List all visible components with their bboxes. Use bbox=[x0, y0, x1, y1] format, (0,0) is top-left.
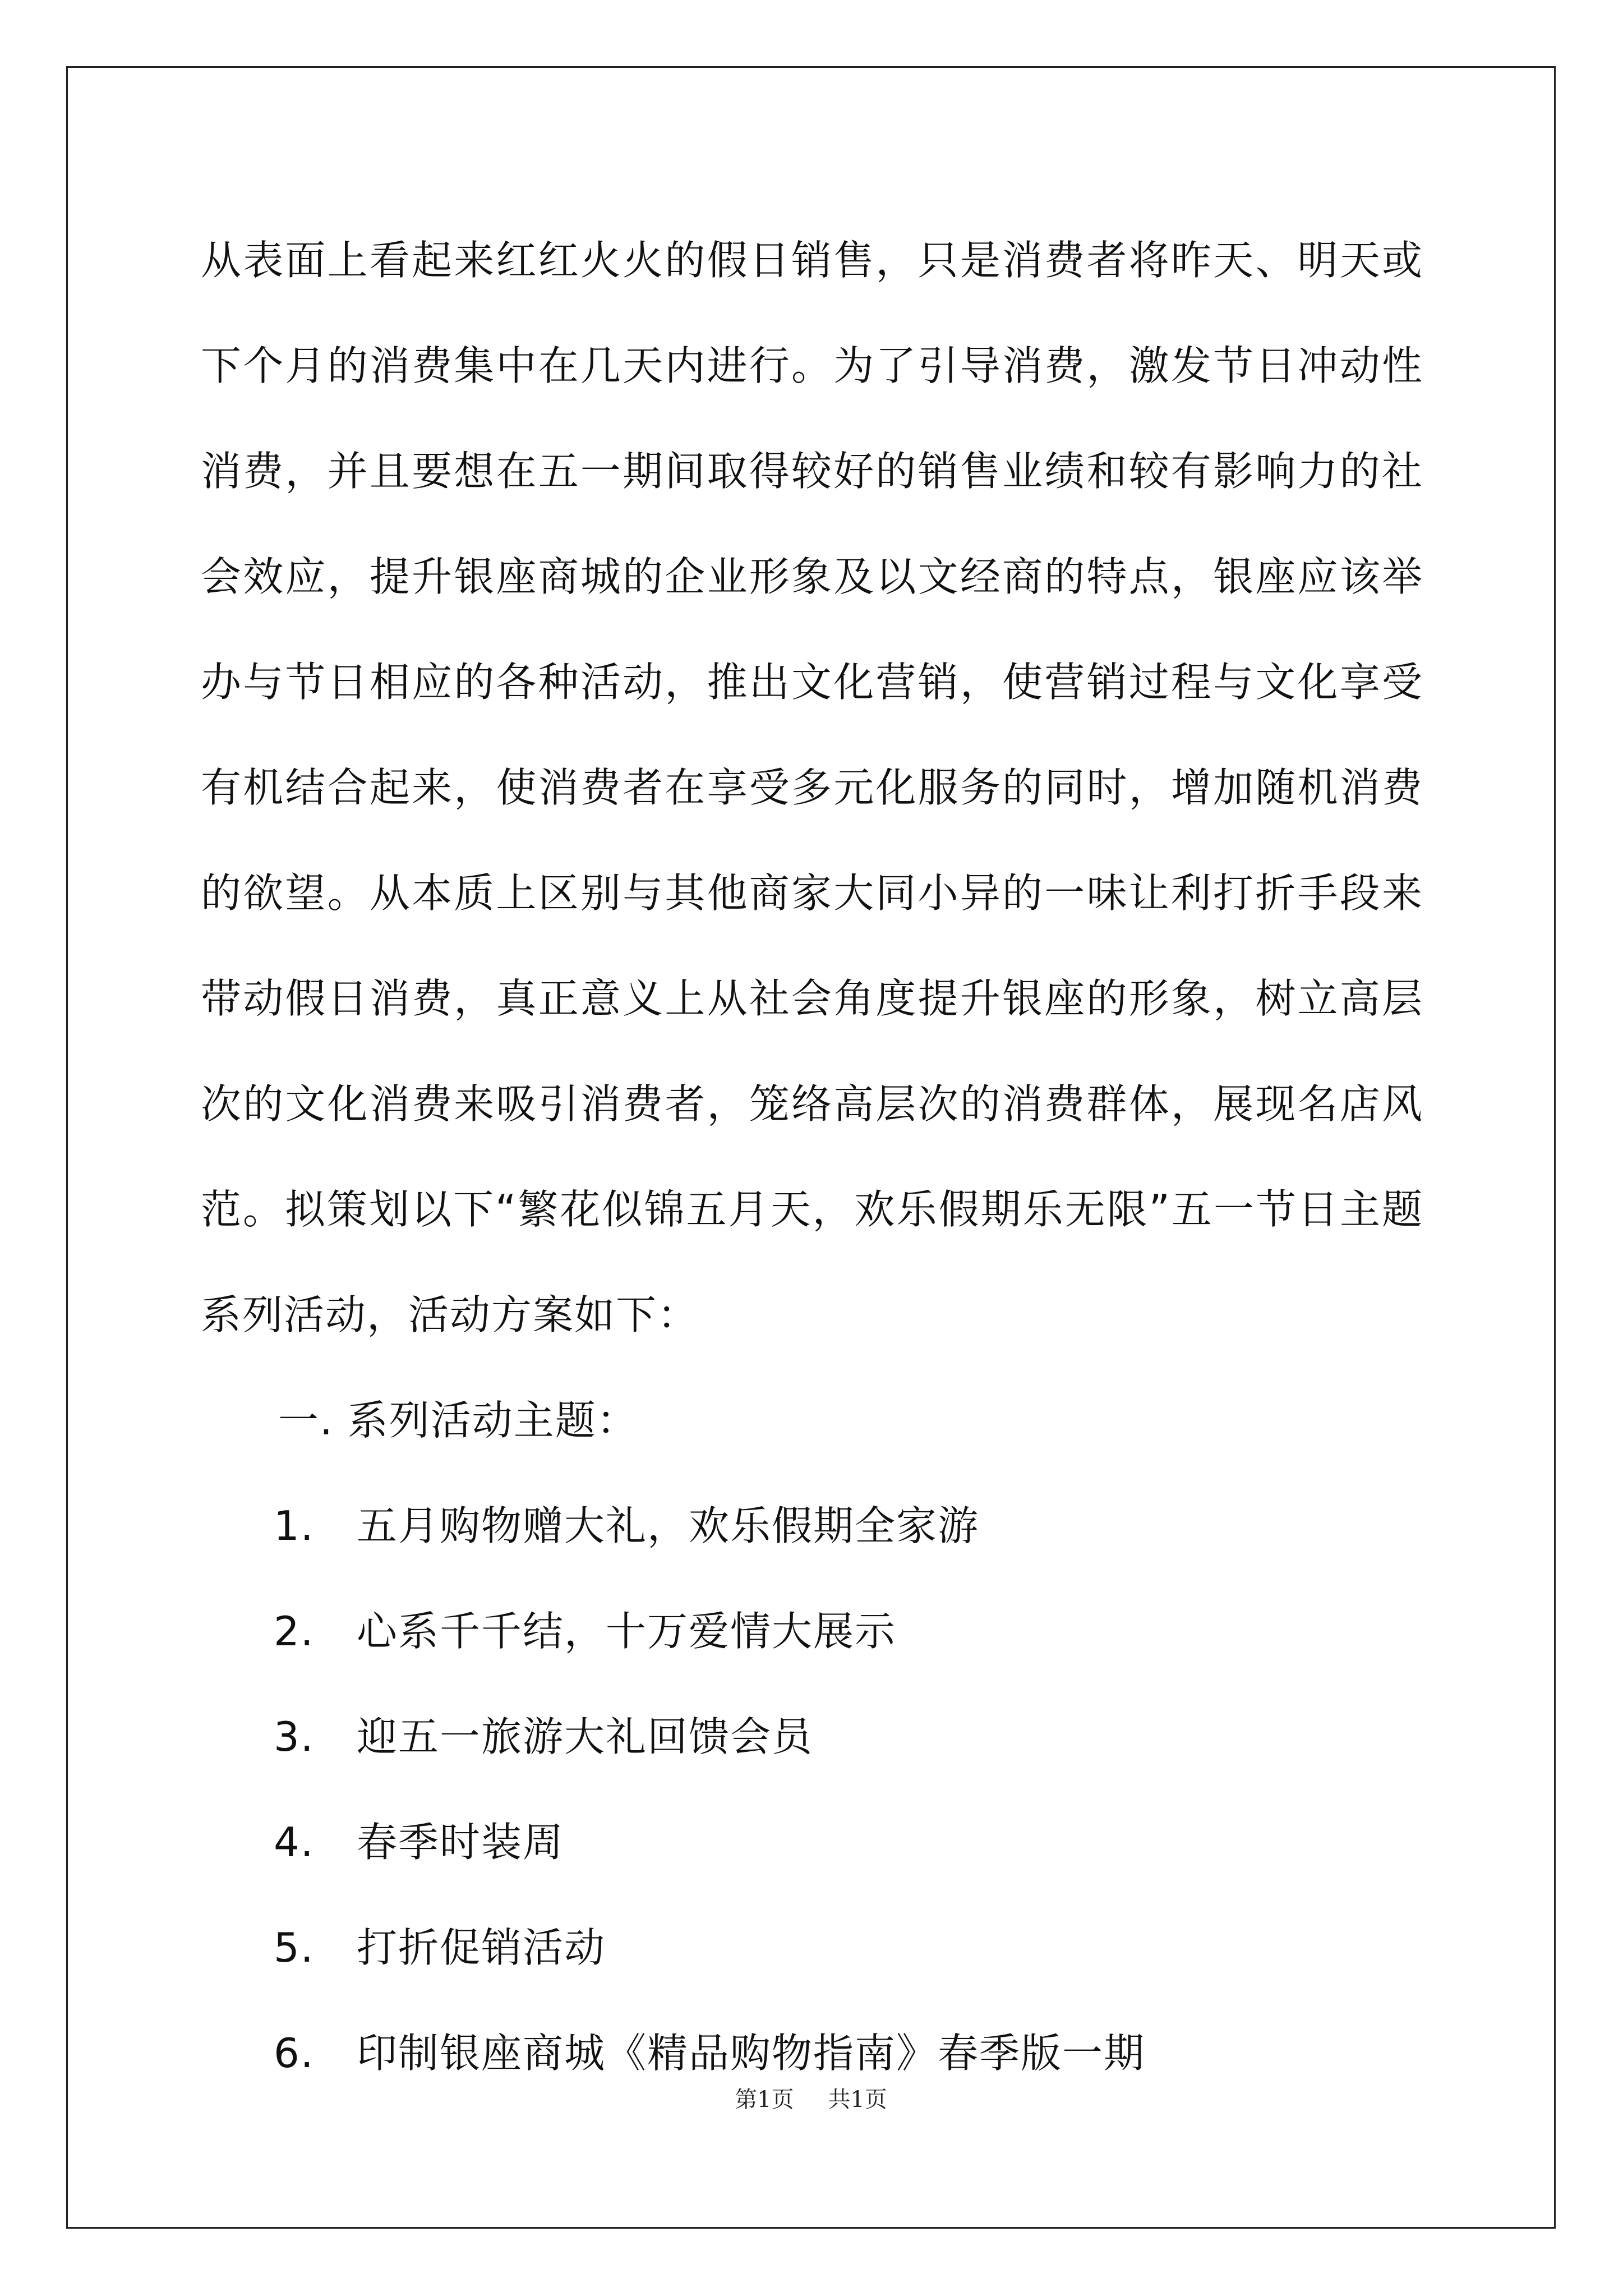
list-item bbox=[201, 1579, 1423, 1684]
page-total: 共1页 bbox=[828, 2087, 887, 2113]
list-item-text: 打折促销活动 bbox=[357, 1924, 606, 1971]
list-item bbox=[201, 1473, 1423, 1579]
list-item bbox=[201, 1789, 1423, 1895]
activity-list bbox=[201, 1473, 1423, 2106]
list-item-text: 迎五一旅游大礼回馈会员 bbox=[357, 1713, 814, 1760]
list-item-number: 6. bbox=[274, 2030, 315, 2077]
list-item-number: 3. bbox=[274, 1713, 315, 1760]
list-item-number: 4. bbox=[274, 1819, 315, 1866]
list-item-text: 印制银座商城《精品购物指南》春季版一期 bbox=[357, 2030, 1146, 2077]
list-item-number: 1. bbox=[274, 1502, 315, 1549]
list-item-text: 心系千千结，十万爱情大展示 bbox=[357, 1608, 897, 1655]
list-item-text: 春季时装周 bbox=[357, 1819, 565, 1866]
page-footer bbox=[66, 2084, 1556, 2115]
document-body bbox=[201, 208, 1423, 2106]
list-item-number: 2. bbox=[274, 1608, 315, 1655]
list-item-number: 5. bbox=[274, 1924, 315, 1971]
section-heading: 一. 系列活动主题： bbox=[278, 1397, 638, 1444]
page-number: 第1页 bbox=[735, 2087, 794, 2113]
body-paragraph: 从表面上看起来红红火火的假日销售，只是消费者将昨天、明天或下个月的消费集中在几天内进行。为了引导消费，激发节日冲动性消费，并且要想在五一期间取得较好的销售业绩和较有影响力的社会效应，提升银座商城的企业形象及以文经商的特点，银座应该举办与节日相应的各种活动，推出文化营销，使营销过程与文化享受有机结合起来，使消费者在享受多元化服务的同时，增加随机消费的欲望。从本质上区别与其他商家大同小异的一味让利打折手段来带动假日消费，真正意义上从社会角度提升银座的形象，树立高层次的文化消费来吸引消费者，笼络高层次的消费群体，展现名店风范。拟策划以下“繁花似锦五月天，欢乐假期乐无限”五一节日主题系列活动，活动方案如下： bbox=[201, 237, 1423, 1338]
list-item bbox=[201, 1684, 1423, 1789]
list-item-text: 五月购物赠大礼，欢乐假期全家游 bbox=[357, 1502, 980, 1549]
list-item bbox=[201, 1895, 1423, 2000]
